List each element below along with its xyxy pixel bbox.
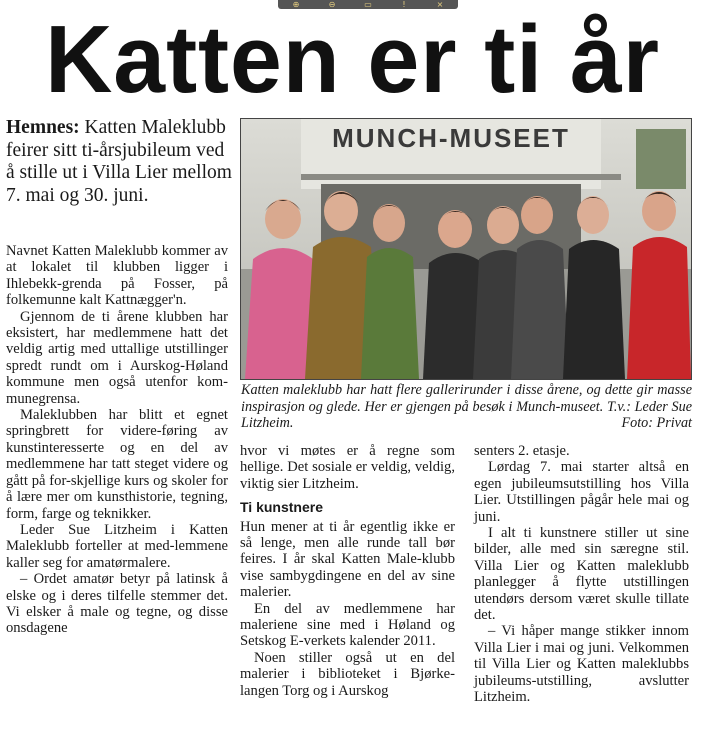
article-headline: Katten er ti år [45,6,660,113]
col2-paragraph: En del av medlemmene har maleriene sine med i Høland og Setskog E-verkets kalender 2011. [240,600,455,650]
article-column-3 [474,443,689,706]
caption-text: Katten maleklubb har hatt flere gallerirunder i disse årene, og dette gir masse inspirasjon og glede. Her er gjengen på besøk i Munch-museet. T.v.: Leder Sue Litzheim. [241,382,692,432]
photo-credit: Foto: Privat [621,415,692,432]
col1-paragraph: Navnet Katten Maleklubb kommer av at lokalet til klubben ligger i Ihlebekk-grenda på Fosser, på folkemunne kalt Kattnægger'n. [6,243,228,309]
zoom-in-icon[interactable]: ⊕ [292,0,300,9]
group-photo-illustration [241,119,691,379]
lead-place: Hemnes: [6,117,80,138]
col1-paragraph: Gjennom de ti årene klubben har eksistert, har medlemmene hatt det veldig artig med uttallige utstillinger spredt rundt om i Aurskog-Høland kommune men også utenfor kom-munegrensa. [6,308,228,407]
info-icon[interactable]: ! [402,0,406,9]
photo-caption [241,382,692,432]
article-photo [240,118,692,380]
article-column-1 [6,243,228,637]
col3-paragraph: Lørdag 7. mai starter altså en egen jubileumsutstilling hos Villa Lier. Utstillingen pågår hele mai og juni. [474,459,689,525]
section-subhead: Ti kunstnere [240,499,323,516]
article-column-2 [240,443,455,699]
lead-text: Katten Maleklubb feirer sitt ti-årsjubileum ved å stille ut i Villa Lier mellom 7. mai og 30. juni. [6,117,232,206]
museum-sign: MUNCH-MUSEET [332,123,570,153]
col1-paragraph: Maleklubben har blitt et egnet springbrett for videre-føring av kunstinteresserte og en del av medlemmene har tatt steget videre og gått på for-skjellige kurs og skoler for å lære mer om kunsthistorie, tegning, form, farge og teknikker. [6,407,228,522]
zoom-out-icon[interactable]: ⊖ [328,0,336,9]
page-view-icon[interactable]: ▭ [364,0,372,9]
col3-paragraph: senters 2. etasje. [474,443,570,459]
col2-paragraph: Noen stiller også ut en del malerier i biblioteket i Bjørke-langen Torg og i Aurskog [240,649,455,699]
article-lead [6,117,234,207]
col2-paragraph: Hun mener at ti år egentlig ikke er så lenge, men alle runde tall bør feires. I år skal Katten Male-klubb vise sambygdingene en del av sine malerier. [240,518,455,601]
col1-paragraph: Leder Sue Litzheim i Katten Maleklubb forteller at med-lemmene kaller seg for amatørmalere. [6,521,228,571]
col2-paragraph: hvor vi møtes er å regne som hellige. Det sosiale er veldig, veldig, viktig sier Litzheim. [240,443,455,492]
close-icon[interactable]: × [436,0,444,9]
col1-paragraph: – Ordet amatør betyr på latinsk å elske og i deres tilfelle stemmer det. Vi elsker å male og tegne, og disse onsdagene [6,571,228,637]
col3-paragraph: I alt ti kunstnere stiller ut sine bilder, alle med sin særegne stil. Villa Lier og Katten maleklubb planlegger å flytte utstillingen utendørs dersom været skulle tillate det. [474,525,689,624]
col3-paragraph: – Vi håper mange stikker innom Villa Lier i mai og juni. Velkommen til Villa Lier og Katten maleklubbs jubileums-utstilling, avslutter Litzheim. [474,623,689,706]
